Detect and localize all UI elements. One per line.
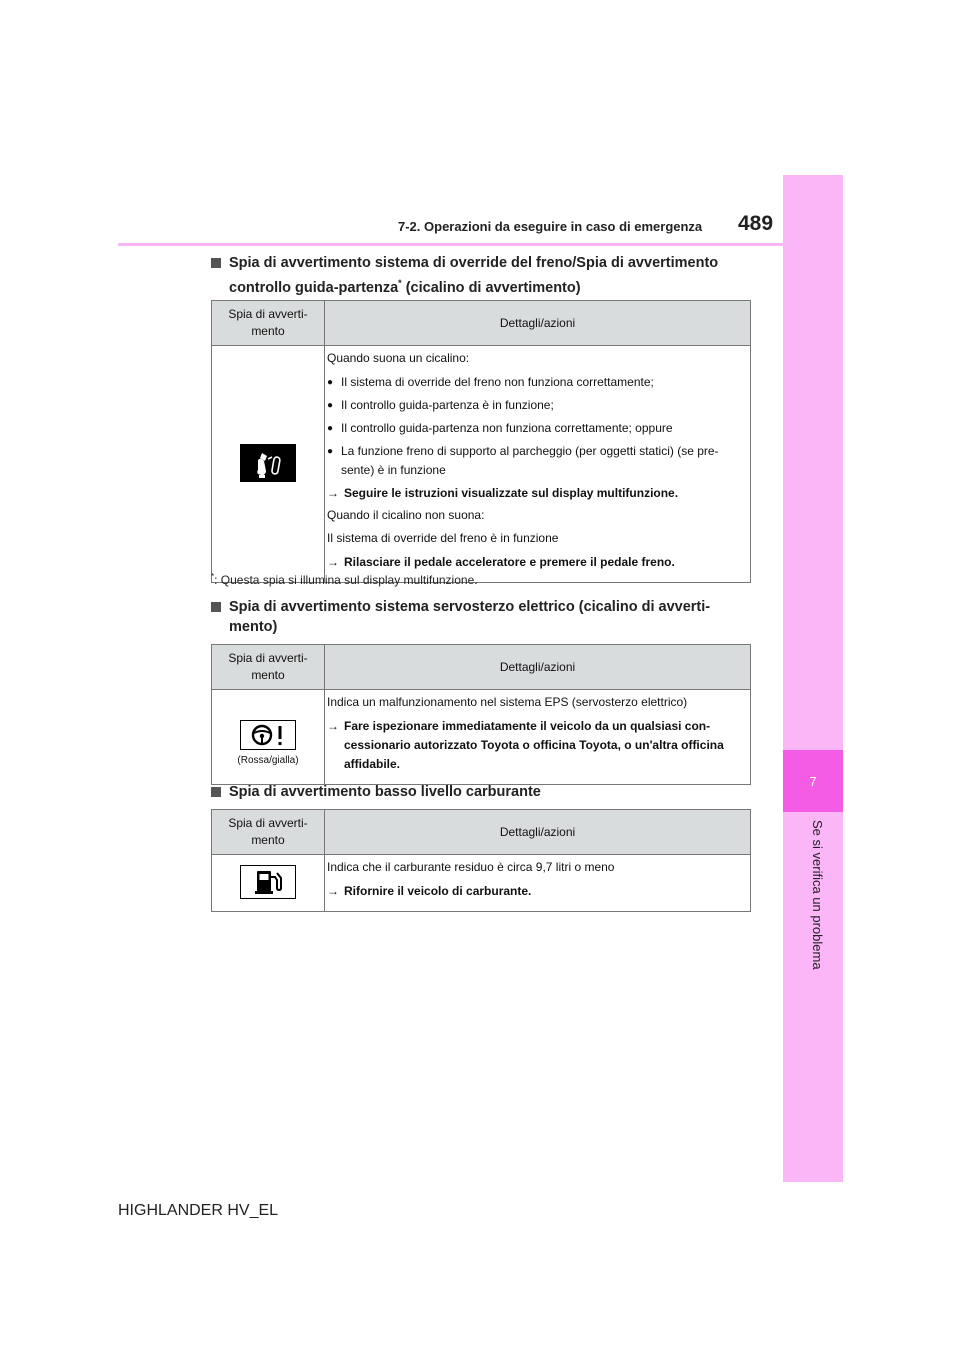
intro-text-2: Quando il cicalino non suona: [327,508,485,522]
eps-table [211,644,751,785]
status-text: Indica un malfunzionamento nel sistema EPS (servosterzo elettrico) [327,695,688,709]
heading-bullet-square [211,602,221,612]
table-row [212,855,751,912]
action-text: → Rifornire il veicolo di carburante. [327,882,746,901]
col-header-line1: Spia di avverti- [228,307,308,321]
footnote-text: : Questa spia si illumina sul display multifunzione. [214,573,478,587]
details-cell [325,855,751,912]
col-header-warning-light [212,810,325,855]
intro-text: Quando suona un cicalino: [327,351,470,365]
action-text: → Seguire le istruzioni visualizzate sul display multifunzione. [327,484,746,503]
col-header-warning-light [212,301,325,346]
header-divider [118,243,783,246]
heading-line2 [211,273,718,298]
heading-line1: Spia di avvertimento sistema di override del freno/Spia di avvertimento [229,255,719,271]
heading-brake-override [211,253,718,298]
col-header-details: Dettagli/azioni [325,645,751,690]
chapter-side-tab [783,175,843,1182]
col-header-warning-light [212,645,325,690]
footnote [211,572,478,587]
heading-eps [211,597,710,637]
col-header-line1: Spia di avverti- [228,816,308,830]
table-header-row [212,645,751,690]
list-item: ● Il sistema di override del freno non funziona correttamente; [327,373,746,392]
fuel-table [211,809,751,912]
brake-override-table [211,300,751,583]
col-header-line2: mento [251,668,285,682]
action-text-2: → Rilasciare il pedale acceleratore e premere il pedale freno. [327,553,746,572]
details-cell [325,690,751,785]
details-cell [325,346,751,583]
footer-model: HIGHLANDER HV_EL [118,1202,279,1219]
list-item: ● Il controllo guida-partenza è in funzione; [327,396,746,415]
section-title: 7-2. Operazioni da eseguire in caso di emergenza [398,219,703,234]
page-number: 489 [738,212,774,235]
table-row [212,346,751,583]
table-row [212,690,751,785]
footnote-mark: * [398,278,402,288]
status-text: Il sistema di override del freno è in funzione [327,531,559,545]
list-item: ● La funzione freno di supporto al parcheggio (per oggetti statici) (se pre-sente) è in funzione [327,442,746,480]
col-header-details: Dettagli/azioni [325,301,751,346]
steering-wheel-warning-icon [240,720,296,753]
heading-line2-a: controllo guida-partenza [229,279,399,296]
heading-line2: mento) [229,619,278,635]
status-text: Indica che il carburante residuo è circa 9,7 litri o meno [327,860,615,874]
icon-cell [212,690,325,785]
col-header-line2: mento [251,324,285,338]
col-header-line2: mento [251,833,285,847]
footnote-mark: * [211,572,215,581]
fuel-pump-icon [240,865,296,902]
icon-caption: (Rossa/gialla) [237,755,299,766]
icon-cell [212,346,325,583]
chapter-number: 7 [783,750,843,812]
heading-bullet-square [211,787,221,797]
col-header-details: Dettagli/azioni [325,810,751,855]
list-item: ● Il controllo guida-partenza non funziona correttamente; oppure [327,419,746,438]
heading-line1: Spia di avvertimento basso livello carburante [229,784,541,800]
icon-cell [212,855,325,912]
brake-override-pedal-icon [240,444,296,485]
heading-line2-b: (cicalino di avvertimento) [401,279,581,296]
heading-line1: Spia di avvertimento sistema servosterzo elettrico (cicalino di avverti- [229,599,711,615]
table-header-row [212,301,751,346]
heading-fuel [211,782,541,802]
heading-bullet-square [211,258,221,268]
table-header-row [212,810,751,855]
chapter-label: Se si verifica un problema [810,820,825,970]
action-text: → Fare ispezionare immediatamente il veicolo da un qualsiasi con-cessionario autorizzato Toyota o officina Toyota, o un'altra officina affidabile. [327,717,746,774]
col-header-line1: Spia di avverti- [228,651,308,665]
